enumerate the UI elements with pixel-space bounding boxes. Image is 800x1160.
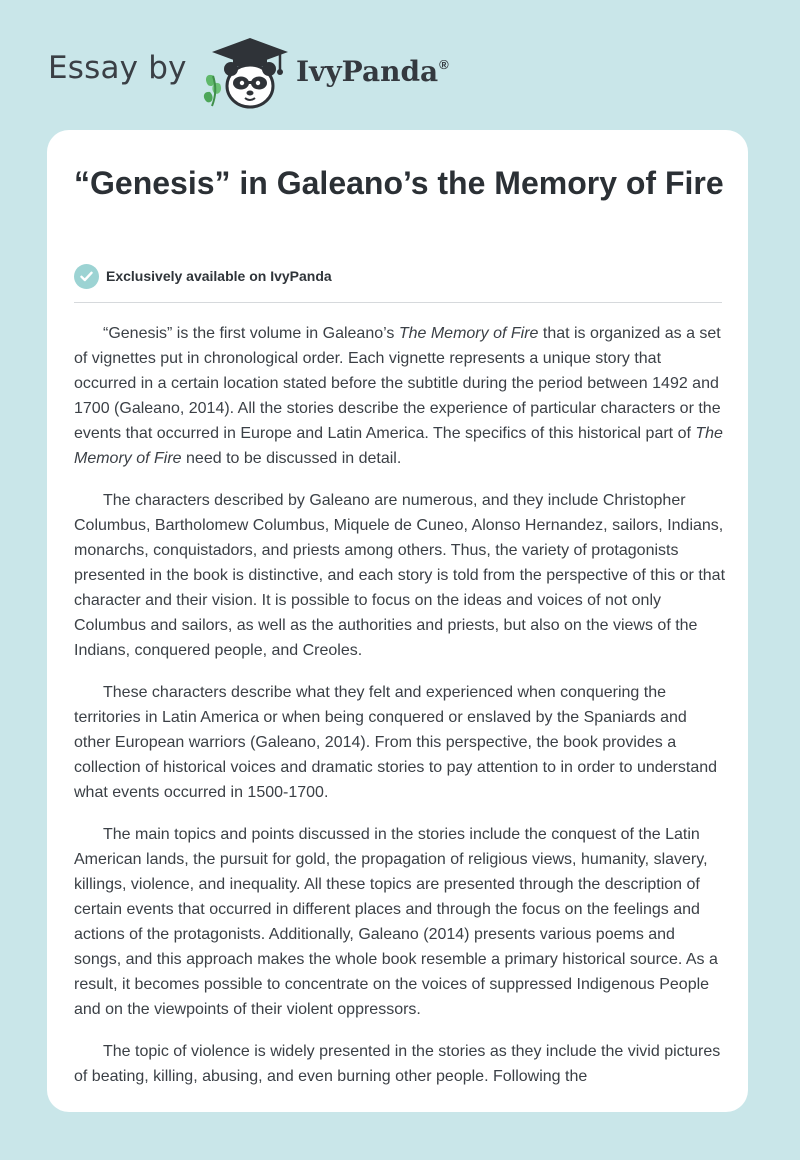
paragraph-text: The main topics and points discussed in the stories include the conquest of the Latin American lands, the pursuit for gold, the propagation of religious views, humanity, slavery, killings, violence, and inequality. All these topics are presented through the description of certain events that occurred in different places and through the focus on the feelings and actions of the protagonists. Additionally, Galeano (2014) presents various poems and songs, and this approach makes the whole book resemble a primary historical source. As a result, it becomes possible to concentrate on the voices of suppressed Indigenous People and on the viewpoints of their violent oppressors. xyxy=(74,826,718,1018)
essay-by-label: Essay by xyxy=(48,50,187,86)
book-title-italic: The Memory of Fire xyxy=(74,425,723,467)
check-icon xyxy=(74,264,99,289)
paragraph-text: “Genesis” is the first volume in Galeano’s xyxy=(103,325,399,342)
paragraph xyxy=(74,321,726,471)
paragraph-text: The characters described by Galeano are numerous, and they include Christopher Columbus, Bartholomew Columbus, Miquele de Cuneo, Alonso Hernandez, sailors, Indians, monarchs, conquistadors, and priests among others. Thus, the variety of protagonists presented in the book is distinctive, and each story is told from the perspective of this or that character and their vision. It is possible to focus on the ideas and voices of not only Columbus and sailors, as well as the authorities and priests, but also on the views of the Indians, conquered people, and Creoles. xyxy=(74,492,726,659)
paragraph xyxy=(74,488,726,663)
paragraph-text: need to be discussed in detail. xyxy=(181,450,402,467)
document-card xyxy=(47,130,748,1112)
paragraph-text: The topic of violence is widely presented in the stories as they include the vivid pictures of beating, killing, abusing, and even burning other people. Following the xyxy=(74,1043,721,1085)
site-header xyxy=(0,0,800,120)
exclusive-badge xyxy=(74,263,332,289)
panda-graduate-logo-icon[interactable] xyxy=(200,36,292,110)
book-title-italic: The Memory of Fire xyxy=(398,325,539,342)
paragraph xyxy=(74,1039,726,1089)
brand-name-text: IvyPanda xyxy=(296,55,439,88)
brand-name[interactable] xyxy=(296,55,449,88)
paragraph xyxy=(74,680,726,805)
paragraph-text: These characters describe what they felt and experienced when conquering the territories in Latin America or when being conquered or enslaved by the Spaniards and other European warriors (Galeano, 2014). From this perspective, the book provides a collection of historical voices and dramatic stories to pay attention to in order to understand what events occurred in 1500-1700. xyxy=(74,684,718,801)
paragraph-text: that is organized as a set of vignettes put in chronological order. Each vignette represents a unique story that occurred in a certain location stated before the subtitle during the period between 1492 and 1700 (Galeano, 2014). All the stories describe the experience of particular characters or the events that occurred in Europe and Latin America. The specifics of this historical part of xyxy=(74,325,721,442)
paragraph xyxy=(74,822,726,1022)
divider xyxy=(74,302,722,303)
essay-body xyxy=(74,321,726,1106)
page-title: “Genesis” in Galeano’s the Memory of Fire xyxy=(74,165,724,201)
badge-label: Exclusively available on IvyPanda xyxy=(106,268,332,284)
registered-mark: ® xyxy=(439,57,449,72)
